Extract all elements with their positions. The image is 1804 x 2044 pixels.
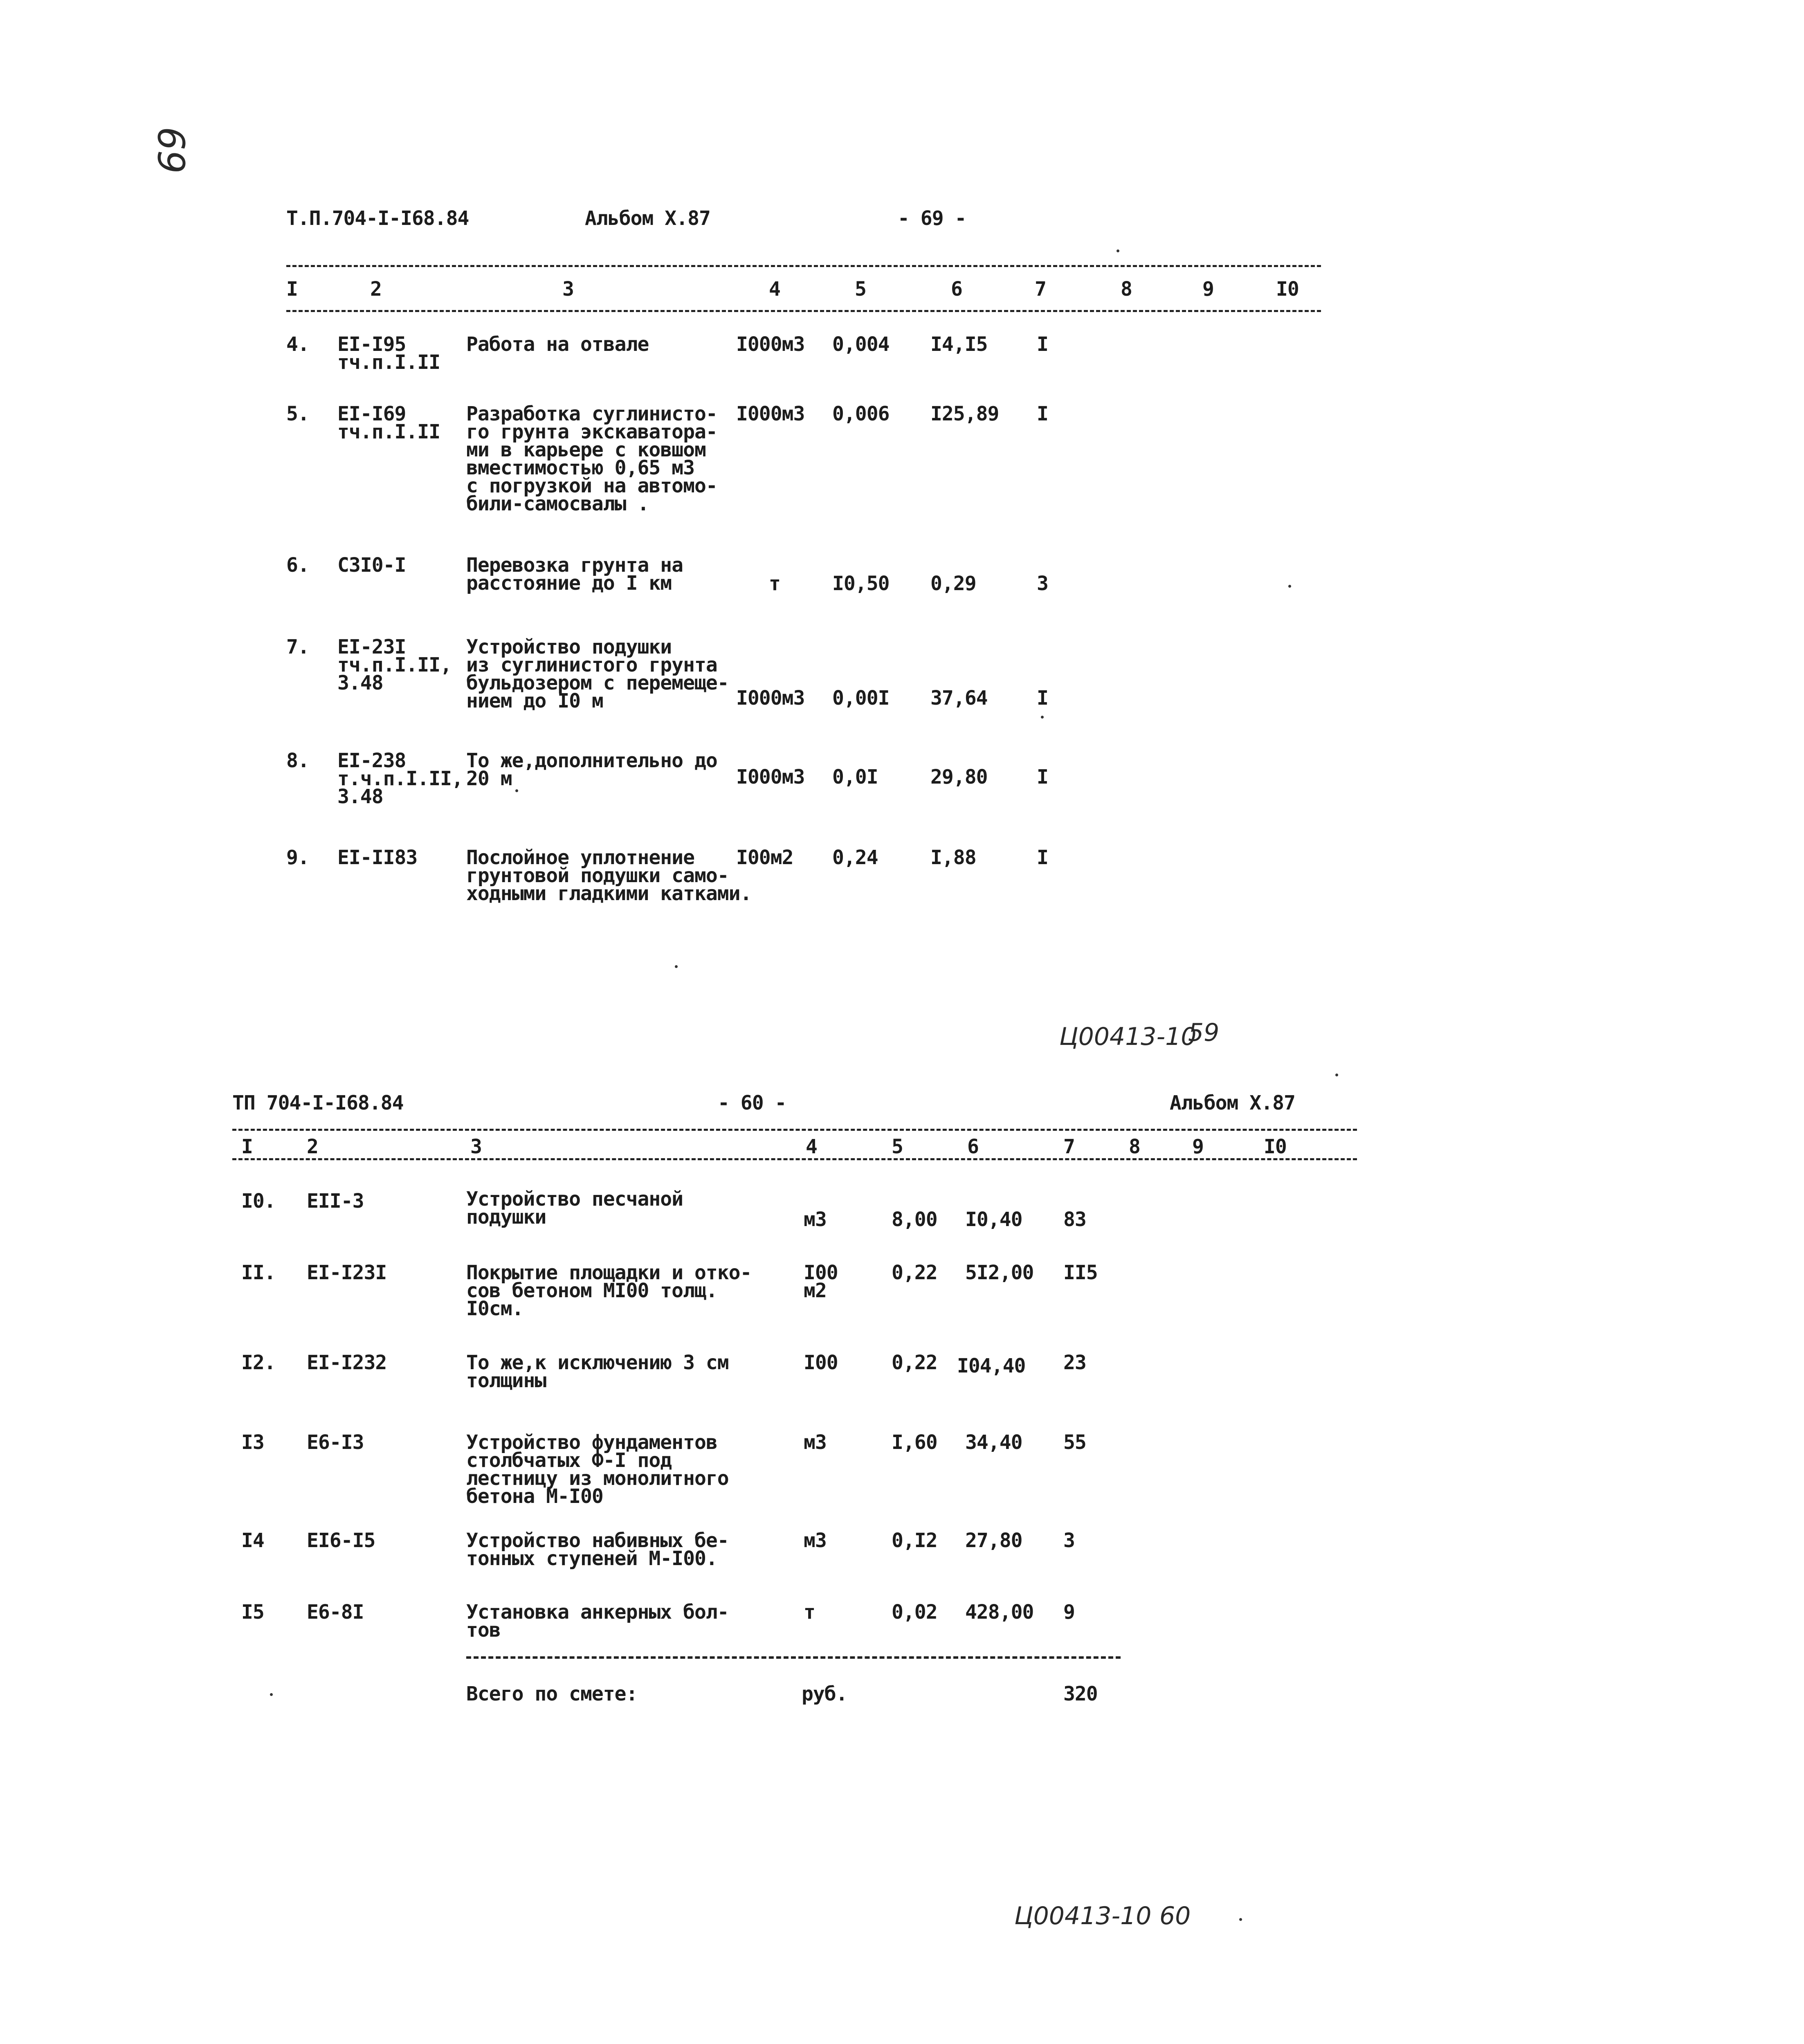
row-description: Работа на отвале — [466, 333, 649, 356]
scan-speck — [1041, 716, 1044, 719]
row-unit-price: I0,40 — [965, 1208, 1022, 1231]
row-description: То же,к исключению 3 см толщины — [466, 1351, 729, 1392]
col-header: 3 — [470, 1135, 482, 1158]
row-quantity: 0,02 — [892, 1601, 937, 1624]
row-quantity: 0,22 — [892, 1351, 937, 1374]
col-header: 3 — [562, 278, 574, 301]
archive-stamp-59: Ц00413-10 — [1059, 1022, 1197, 1051]
header-bottom-rule-59 — [286, 310, 1321, 312]
row-unit-price: I25,89 — [930, 402, 999, 425]
row-total: 55 — [1063, 1431, 1086, 1454]
row-quantity: I,60 — [892, 1431, 937, 1454]
row-total: I — [1037, 766, 1048, 788]
row-unit-price: I,88 — [930, 846, 976, 869]
row-code: EI-23I тч.п.I.II, 3.48 — [337, 636, 452, 694]
row-code: EI-II83 — [337, 846, 418, 869]
row-number: 7. — [286, 636, 309, 658]
row-code: EI-I95 тч.п.I.II — [337, 333, 440, 374]
row-unit-price: 37,64 — [930, 687, 988, 710]
scan-speck — [1239, 1918, 1242, 1921]
row-unit: I000м3 — [736, 766, 805, 788]
row-description: То же,дополнительно до 20 м — [466, 749, 717, 790]
row-description: Устройство набивных бе- тонных ступеней М-I00. — [466, 1529, 729, 1570]
col-header: 8 — [1129, 1135, 1140, 1158]
col-header: I — [241, 1135, 253, 1158]
scan-speck — [675, 965, 678, 968]
row-total: II5 — [1063, 1261, 1098, 1284]
row-description: Покрытие площадки и отко- сов бетоном МI00 толщ. I0см. — [466, 1261, 752, 1320]
col-header: I0 — [1276, 278, 1299, 301]
row-unit: I00м2 — [736, 846, 793, 869]
row-unit: м3 — [804, 1529, 827, 1552]
col-header: 4 — [769, 278, 780, 301]
row-number: 4. — [286, 333, 309, 356]
total-label: Всего по смете: — [466, 1682, 638, 1705]
total-unit: руб. — [802, 1682, 847, 1705]
row-code: EI-I232 — [307, 1351, 387, 1374]
row-total: 83 — [1063, 1208, 1086, 1231]
row-number: 6. — [286, 554, 309, 577]
header-top-rule-60 — [232, 1129, 1357, 1131]
row-description: Устройство фундаментов столбчатых Ф-I под лестницу из монолитного бетона М-I00 — [466, 1431, 729, 1508]
col-header: 7 — [1063, 1135, 1075, 1158]
doc-number-59: Т.П.704-I-I68.84 — [286, 207, 469, 230]
doc-number-60: ТП 704-I-I68.84 — [232, 1092, 404, 1114]
archive-stamp-number-60: 60 — [1159, 1902, 1191, 1930]
col-header: 6 — [967, 1135, 979, 1158]
row-unit: I00 м2 — [804, 1261, 838, 1302]
row-quantity: 0,006 — [832, 402, 890, 425]
row-quantity: 0,24 — [832, 846, 878, 869]
row-number: 9. — [286, 846, 309, 869]
row-code: E6-I3 — [307, 1431, 364, 1454]
row-unit: I000м3 — [736, 333, 805, 356]
row-description: Послойное уплотнение грунтовой подушки само- ходными гладкими катками. — [466, 846, 752, 905]
row-description: Устройство песчаной подушки — [466, 1188, 683, 1229]
row-total: I — [1037, 687, 1048, 710]
album-label-60: Альбом X.87 — [1170, 1092, 1295, 1114]
row-quantity: 0,004 — [832, 333, 890, 356]
row-description: Перевозка грунта на расстояние до I км — [466, 554, 683, 595]
row-total: I — [1037, 402, 1048, 425]
row-unit-price: I04,40 — [957, 1354, 1026, 1377]
col-header: I — [286, 278, 298, 301]
row-unit-price: 428,00 — [965, 1601, 1034, 1624]
row-number: I2. — [241, 1351, 276, 1374]
row-description: Разработка суглинисто- го грунта экскаватора- ми в карьере с ковшом вместимостью 0,65 м3 с погрузкой на автомо- били-самосвалы . — [466, 402, 717, 515]
col-header: 5 — [855, 278, 866, 301]
row-unit-price: 34,40 — [965, 1431, 1022, 1454]
row-total: I — [1037, 846, 1048, 869]
col-header: 6 — [951, 278, 962, 301]
page-number-59: - 69 - — [898, 207, 966, 230]
col-header: I0 — [1264, 1135, 1287, 1158]
col-header: 7 — [1035, 278, 1046, 301]
row-number: I0. — [241, 1190, 276, 1213]
row-code: E6-8I — [307, 1601, 364, 1624]
row-unit-price: 29,80 — [930, 766, 988, 788]
col-header: 9 — [1202, 278, 1214, 301]
col-header: 8 — [1121, 278, 1132, 301]
col-header: 4 — [806, 1135, 817, 1158]
album-label-59: Альбом X.87 — [585, 207, 710, 230]
row-unit-price: 5I2,00 — [965, 1261, 1034, 1284]
col-header: 9 — [1192, 1135, 1204, 1158]
row-quantity: 0,0I — [832, 766, 878, 788]
scan-speck — [1335, 1074, 1338, 1076]
row-unit: м3 — [804, 1208, 827, 1231]
row-unit: I000м3 — [736, 402, 805, 425]
header-top-rule-59 — [286, 265, 1321, 267]
page-number-60: - 60 - — [718, 1092, 786, 1114]
row-total: I — [1037, 333, 1048, 356]
scan-speck — [515, 789, 518, 792]
row-total: 3 — [1037, 572, 1048, 595]
row-quantity: 0,I2 — [892, 1529, 937, 1552]
row-number: II. — [241, 1261, 276, 1284]
scan-speck — [1288, 585, 1291, 588]
row-code: EI-I23I — [307, 1261, 387, 1284]
archive-stamp-60: Ц00413-10 — [1014, 1902, 1152, 1930]
margin-handwritten-note: 69 — [149, 127, 192, 174]
row-code: EI-I69 тч.п.I.II — [337, 402, 440, 443]
row-unit-price: 27,80 — [965, 1529, 1022, 1552]
row-total: 9 — [1063, 1601, 1075, 1624]
row-code: C3I0-I — [337, 554, 406, 577]
row-unit-price: 0,29 — [930, 572, 976, 595]
total-value: 320 — [1063, 1682, 1098, 1705]
col-header: 2 — [307, 1135, 318, 1158]
row-unit: I000м3 — [736, 687, 805, 710]
total-rule — [466, 1656, 1121, 1659]
row-description: Установка анкерных бол- тов — [466, 1601, 729, 1642]
header-bottom-rule-60 — [232, 1158, 1357, 1160]
row-quantity: 8,00 — [892, 1208, 937, 1231]
row-quantity: I0,50 — [832, 572, 890, 595]
row-number: 5. — [286, 402, 309, 425]
row-number: I5 — [241, 1601, 264, 1624]
row-unit-price: I4,I5 — [930, 333, 988, 356]
row-unit: м3 — [804, 1431, 827, 1454]
row-code: EI-238 т.ч.п.I.II, 3.48 — [337, 749, 463, 808]
col-header: 5 — [892, 1135, 903, 1158]
row-total: 3 — [1063, 1529, 1075, 1552]
row-number: 8. — [286, 749, 309, 772]
row-number: I3 — [241, 1431, 264, 1454]
col-header: 2 — [370, 278, 382, 301]
archive-stamp-number-59: 59 — [1188, 1018, 1220, 1047]
row-total: 23 — [1063, 1351, 1086, 1374]
row-number: I4 — [241, 1529, 264, 1552]
scan-speck — [270, 1693, 273, 1696]
row-code: EII-3 — [307, 1190, 364, 1213]
row-description: Устройство подушки из суглинистого грунта бульдозером с перемеще- нием до I0 м — [466, 636, 729, 712]
row-code: EI6-I5 — [307, 1529, 375, 1552]
row-quantity: 0,00I — [832, 687, 890, 710]
row-quantity: 0,22 — [892, 1261, 937, 1284]
scan-speck — [1117, 249, 1119, 252]
row-unit: т — [769, 572, 780, 595]
row-unit: I00 — [804, 1351, 838, 1374]
row-unit: т — [804, 1601, 815, 1624]
